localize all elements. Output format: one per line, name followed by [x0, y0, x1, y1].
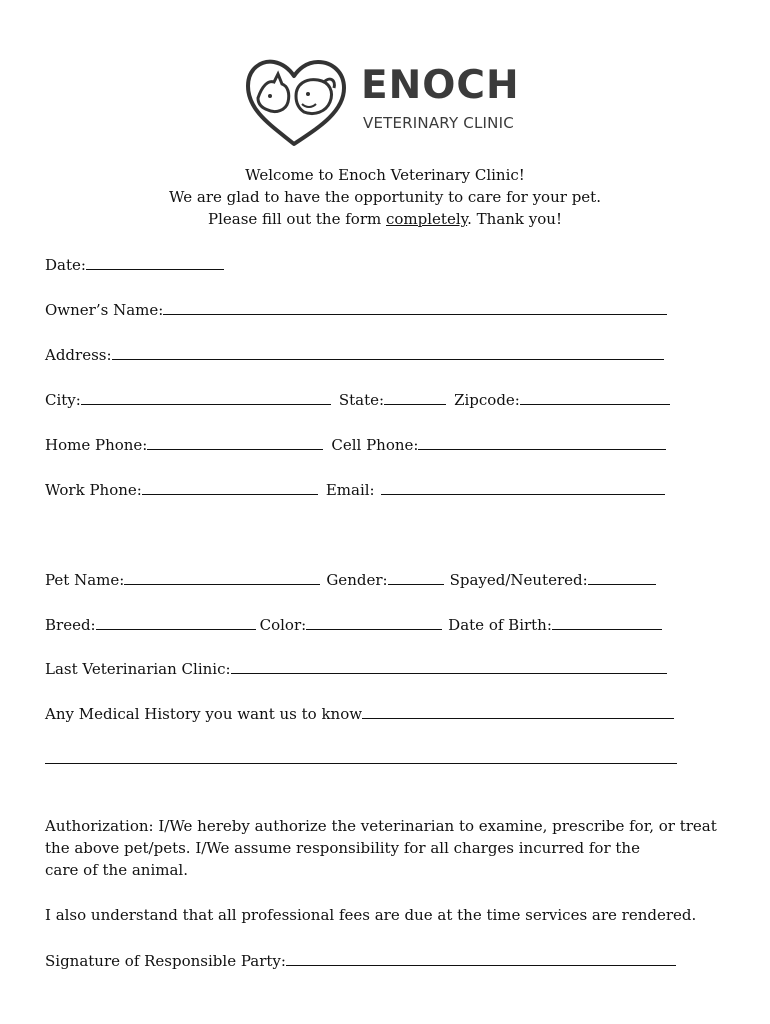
- pet-row: [45, 569, 656, 590]
- medical-history-continued-field[interactable]: [45, 748, 677, 764]
- intro-instructions-emphasis: completely: [386, 210, 468, 228]
- date-label: Date:: [45, 256, 86, 274]
- fees-statement: I also understand that all professional fees are due at the time services are rendered.: [45, 906, 697, 924]
- authorization-line-3: care of the animal.: [45, 861, 188, 879]
- city-state-zip-row: [45, 389, 670, 410]
- intro-instructions-end: . Thank you!: [467, 210, 562, 228]
- clinic-subtitle: VETERINARY CLINIC: [363, 114, 514, 132]
- date-of-birth-label: Date of Birth:: [448, 616, 552, 634]
- breed-row: [45, 614, 662, 635]
- spayed-neutered-field[interactable]: [588, 569, 656, 585]
- cell-phone-label: Cell Phone:: [331, 436, 419, 454]
- last-clinic-label: Last Veterinarian Clinic:: [45, 660, 231, 678]
- authorization-line-1: Authorization: I/We hereby authorize the veterinarian to examine, prescribe for, or treat: [45, 817, 717, 835]
- zipcode-label: Zipcode:: [454, 391, 520, 409]
- clinic-name: ENOCH: [361, 63, 520, 108]
- last-clinic-row: [45, 658, 667, 679]
- owner-name-field[interactable]: [163, 299, 667, 315]
- email-label: Email:: [325, 481, 375, 499]
- home-phone-label: Home Phone:: [45, 436, 148, 454]
- heart-cat-dog-icon: [244, 56, 348, 148]
- signature-field[interactable]: [286, 950, 676, 966]
- owner-name-row: [45, 299, 667, 320]
- authorization-text: [45, 815, 735, 881]
- breed-field[interactable]: [96, 614, 256, 630]
- signature-row: [45, 950, 676, 971]
- intro-instructions-start: Please fill out the form: [208, 210, 386, 228]
- pet-name-label: Pet Name:: [45, 571, 125, 589]
- date-of-birth-field[interactable]: [552, 614, 662, 630]
- owner-name-label: Owner’s Name:: [45, 301, 164, 319]
- zipcode-field[interactable]: [520, 389, 670, 405]
- color-label: Color:: [259, 616, 307, 634]
- email-field[interactable]: [381, 479, 665, 495]
- last-clinic-field[interactable]: [231, 658, 667, 674]
- gender-field[interactable]: [388, 569, 444, 585]
- phones-row: [45, 434, 666, 455]
- intro-welcome: Welcome to Enoch Veterinary Clinic!: [245, 166, 525, 184]
- work-phone-field[interactable]: [142, 479, 318, 495]
- color-field[interactable]: [306, 614, 442, 630]
- work-phone-label: Work Phone:: [45, 481, 142, 499]
- breed-label: Breed:: [45, 616, 96, 634]
- address-field[interactable]: [112, 344, 664, 360]
- address-label: Address:: [45, 346, 112, 364]
- spayed-neutered-label: Spayed/Neutered:: [449, 571, 588, 589]
- home-phone-field[interactable]: [147, 434, 323, 450]
- city-field[interactable]: [81, 389, 331, 405]
- state-label: State:: [338, 391, 385, 409]
- date-field[interactable]: [86, 254, 224, 270]
- intro-glad: We are glad to have the opportunity to care for your pet.: [169, 188, 601, 206]
- clinic-logo: [244, 56, 534, 148]
- medical-history-field[interactable]: [362, 703, 674, 719]
- signature-label: Signature of Responsible Party:: [45, 952, 286, 970]
- medical-history-continued-row: [45, 748, 677, 769]
- address-row: [45, 344, 664, 365]
- work-email-row: [45, 479, 665, 500]
- intro-instructions: [0, 208, 770, 230]
- medical-history-label: Any Medical History you want us to know: [45, 705, 363, 723]
- date-row: [45, 254, 224, 275]
- gender-label: Gender:: [326, 571, 388, 589]
- state-field[interactable]: [384, 389, 446, 405]
- medical-history-row: [45, 703, 674, 724]
- pet-name-field[interactable]: [124, 569, 320, 585]
- cell-phone-field[interactable]: [418, 434, 666, 450]
- authorization-line-2: the above pet/pets. I/We assume responsibility for all charges incurred for the: [45, 839, 640, 857]
- city-label: City:: [45, 391, 81, 409]
